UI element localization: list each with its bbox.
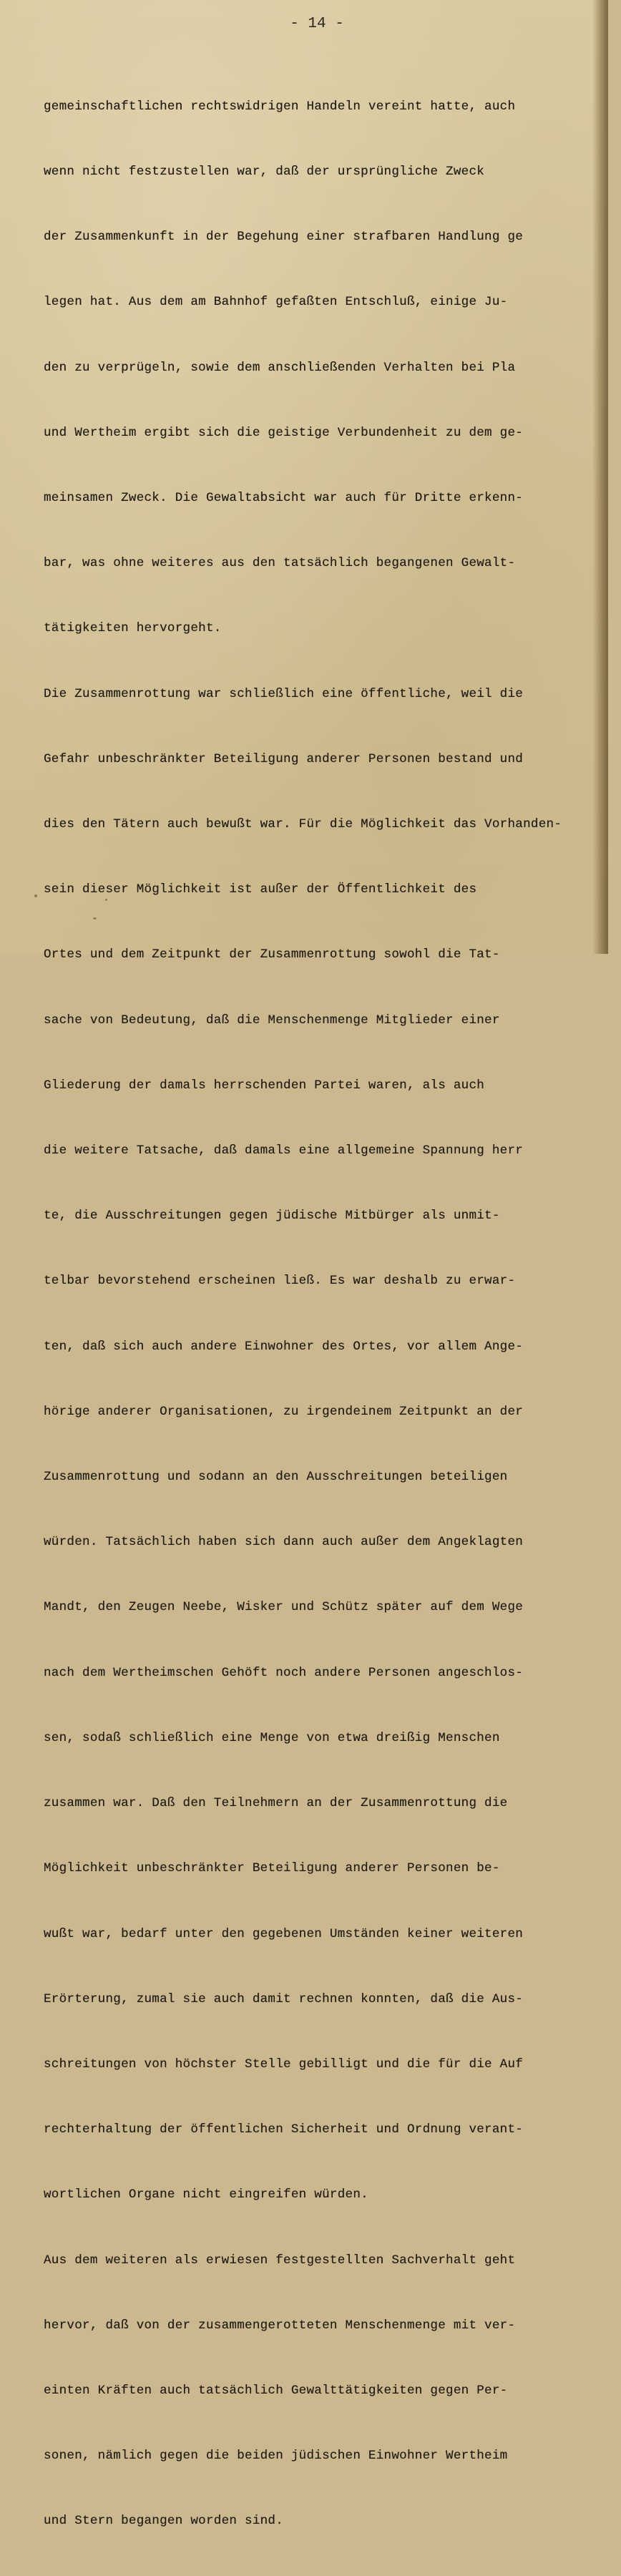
text-line: sache von Bedeutung, daß die Menschenmenge Mitglieder einer (44, 1013, 500, 1028)
text-line: te, die Ausschreitungen gegen jüdische Mitbürger als unmit- (44, 1209, 500, 1224)
text-line: bar, was ohne weiteres aus den tatsächlich begangenen Gewalt- (44, 556, 516, 571)
text-line: und Wertheim ergibt sich die geistige Verbundenheit zu dem ge- (44, 425, 524, 440)
text-line: gemeinschaftlichen rechtswidrigen Handeln vereint hatte, auch (44, 99, 516, 114)
text-line: der Zusammenkunft in der Begehung einer strafbaren Handlung ge (44, 230, 524, 245)
text-line: telbar bevorstehend erscheinen ließ. Es war deshalb zu erwar- (44, 1274, 516, 1289)
text-line: sen, sodaß schließlich eine Menge von etwa dreißig Menschen (44, 1730, 500, 1745)
typed-text-body (44, 52, 602, 2576)
ink-speck (34, 894, 37, 897)
text-line: dies den Tätern auch bewußt war. Für die Möglichkeit das Vorhanden- (44, 817, 562, 832)
text-line: Gliederung der damals herrschenden Partei waren, als auch (44, 1078, 485, 1093)
text-line: Mandt, den Zeugen Neebe, Wisker und Schütz später auf dem Wege (44, 1600, 524, 1615)
text-line: Ortes und dem Zeitpunkt der Zusammenrottung sowohl die Tat- (44, 947, 500, 962)
text-line: Zusammenrottung und sodann an den Ausschreitungen beteiligen (44, 1470, 508, 1485)
text-line: hörige anderer Organisationen, zu irgendeinem Zeitpunkt an der (44, 1404, 524, 1419)
text-line: schreitungen von höchster Stelle gebilligt und die für die Auf (44, 2057, 524, 2072)
text-line: hervor, daß von der zusammengerotteten Menschenmenge mit ver- (44, 2318, 516, 2333)
text-line: zusammen war. Daß den Teilnehmern an der Zusammenrottung die (44, 1796, 508, 1811)
text-line: wußt war, bedarf unter den gegebenen Umständen keiner weiteren (44, 1926, 524, 1941)
ink-speck (93, 917, 97, 919)
text-line: und Stern begangen worden sind. (44, 2514, 284, 2529)
text-line: legen hat. Aus dem am Bahnhof gefaßten Entschluß, einige Ju- (44, 295, 508, 310)
text-line: den zu verprügeln, sowie dem anschließenden Verhalten bei Pla (44, 360, 516, 375)
text-line: würden. Tatsächlich haben sich dann auch außer dem Angeklagten (44, 1535, 524, 1550)
text-line: nach dem Wertheimschen Gehöft noch andere Personen angeschlos- (44, 1665, 524, 1680)
text-line: Aus dem weiteren als erwiesen festgestellten Sachverhalt geht (44, 2253, 516, 2268)
text-line: Gefahr unbeschränkter Beteiligung anderer Personen bestand und (44, 751, 524, 766)
text-line: einten Kräften auch tatsächlich Gewalttätigkeiten gegen Per- (44, 2383, 508, 2398)
text-line: sein dieser Möglichkeit ist außer der Öffentlichkeit des (44, 882, 477, 897)
text-line: wortlichen Organe nicht eingreifen würden. (44, 2187, 368, 2202)
text-line: die weitere Tatsache, daß damals eine allgemeine Spannung herr (44, 1143, 524, 1158)
text-line: tätigkeiten hervorgeht. (44, 621, 222, 636)
text-line: rechterhaltung der öffentlichen Sicherheit und Ordnung verant- (44, 2122, 524, 2137)
text-line: ten, daß sich auch andere Einwohner des Ortes, vor allem Ange- (44, 1339, 524, 1354)
text-line: Erörterung, zumal sie auch damit rechnen konnten, daß die Aus- (44, 1991, 524, 2006)
text-line: Möglichkeit unbeschränkter Beteiligung anderer Personen be- (44, 1861, 500, 1876)
page-number: - 14 - (290, 16, 344, 32)
text-line: sonen, nämlich gegen die beiden jüdischen Einwohner Wertheim (44, 2449, 508, 2464)
text-line: Die Zusammenrottung war schließlich eine öffentliche, weil die (44, 686, 524, 701)
ink-speck (105, 899, 107, 901)
text-line: meinsamen Zweck. Die Gewaltabsicht war auch für Dritte erkenn- (44, 491, 524, 506)
text-line: wenn nicht festzustellen war, daß der ursprüngliche Zweck (44, 165, 485, 180)
